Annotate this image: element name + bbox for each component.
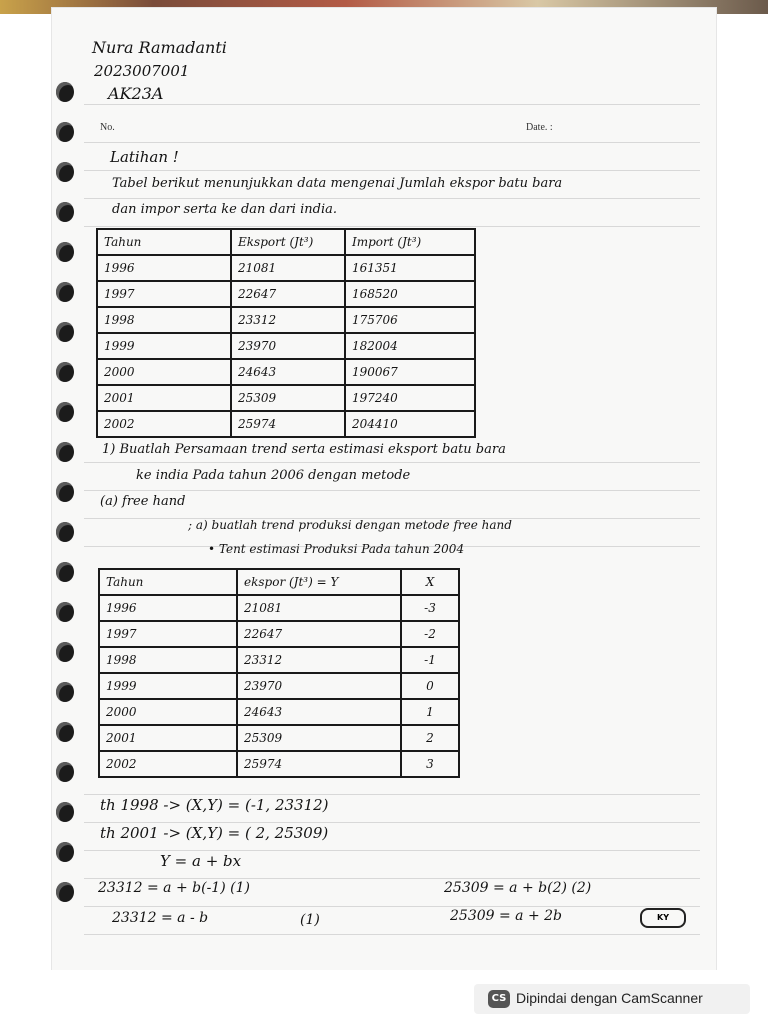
table-cell: 2002: [97, 411, 231, 437]
binding-ring-icon: [56, 562, 74, 582]
table-cell: 197240: [345, 385, 475, 411]
table-cell: -1: [401, 647, 459, 673]
table-cell: 1996: [97, 255, 231, 281]
camscanner-logo-icon: CS: [488, 990, 510, 1008]
table-cell: 25309: [231, 385, 345, 411]
table-cell: 175706: [345, 307, 475, 333]
binding-ring-icon: [56, 282, 74, 302]
binding-ring-icon: [56, 802, 74, 822]
table-header-row: [99, 569, 459, 595]
table-row: [99, 647, 459, 673]
equation-1: 23312 = a + b(-1) (1): [98, 880, 250, 896]
table-cell: 204410: [345, 411, 475, 437]
binding-ring-icon: [56, 522, 74, 542]
table-row: [99, 699, 459, 725]
table-row: [97, 281, 475, 307]
table-cell: 25974: [231, 411, 345, 437]
table-cell: 1997: [97, 281, 231, 307]
table-cell: 1996: [99, 595, 237, 621]
binding-ring-icon: [56, 242, 74, 262]
question-line-4: ; a) buatlah trend produksi dengan metode free hand: [188, 518, 512, 532]
table-cell: 1997: [99, 621, 237, 647]
binding-ring-icon: [56, 202, 74, 222]
binding-ring-icon: [56, 362, 74, 382]
equation-2: 25309 = a + b(2) (2): [444, 880, 592, 896]
table-header-cell: X: [401, 569, 459, 595]
table-cell: 182004: [345, 333, 475, 359]
binding-ring-icon: [56, 82, 74, 102]
intro-line-2: dan impor serta ke dan dari india.: [112, 202, 337, 217]
table-cell: 2000: [97, 359, 231, 385]
table-header-cell: Tahun: [97, 229, 231, 255]
date-label: Date. :: [526, 122, 553, 133]
table-header-cell: Eksport (Jt³): [231, 229, 345, 255]
binding-ring-icon: [56, 402, 74, 422]
table-cell: -2: [401, 621, 459, 647]
table-row: [97, 411, 475, 437]
work-line-3: Y = a + bx: [160, 852, 242, 870]
work-line-2: th 2001 -> (X,Y) = ( 2, 25309): [100, 824, 329, 842]
notebook-brand-badge: KY: [640, 908, 686, 928]
table-cell: 22647: [231, 281, 345, 307]
table-header-row: [97, 229, 475, 255]
binding-ring-icon: [56, 842, 74, 862]
table-cell: 1998: [97, 307, 231, 333]
trend-table: [98, 568, 460, 778]
scanner-watermark-text: Dipindai dengan CamScanner: [516, 990, 703, 1006]
table-cell: 2000: [99, 699, 237, 725]
no-label: No.: [100, 122, 115, 133]
table-cell: 0: [401, 673, 459, 699]
table-cell: 1999: [97, 333, 231, 359]
table-cell: -3: [401, 595, 459, 621]
table-cell: 23312: [237, 647, 401, 673]
table-row: [99, 595, 459, 621]
table-cell: 22647: [237, 621, 401, 647]
table-header-cell: Import (Jt³): [345, 229, 475, 255]
table-header-cell: ekspor (Jt³) = Y: [237, 569, 401, 595]
table-row: [99, 673, 459, 699]
binding-ring-icon: [56, 482, 74, 502]
student-name: Nura Ramadanti: [92, 38, 227, 57]
student-id: 2023007001: [94, 62, 190, 80]
binding-ring-icon: [56, 762, 74, 782]
table-cell: 23312: [231, 307, 345, 333]
binding-ring-icon: [56, 722, 74, 742]
table-cell: 168520: [345, 281, 475, 307]
table-cell: 25974: [237, 751, 401, 777]
equation-1-simplified: 23312 = a - b: [112, 910, 209, 926]
question-line-3: (a) free hand: [100, 494, 186, 509]
export-import-table: [96, 228, 476, 438]
table-cell: 23970: [237, 673, 401, 699]
table-cell: 21081: [237, 595, 401, 621]
question-line-1: 1) Buatlah Persamaan trend serta estimasi eksport batu bara: [102, 442, 506, 457]
table-row: [99, 751, 459, 777]
table-cell: 1999: [99, 673, 237, 699]
table-cell: 3: [401, 751, 459, 777]
intro-line-1: Tabel berikut menunjukkan data mengenai Jumlah ekspor batu bara: [112, 176, 563, 191]
table-header-cell: Tahun: [99, 569, 237, 595]
binding-ring-icon: [56, 682, 74, 702]
question-line-5: • Tent estimasi Produksi Pada tahun 2004: [208, 542, 465, 556]
table-cell: 161351: [345, 255, 475, 281]
exercise-title: Latihan !: [110, 148, 179, 166]
table-row: [99, 725, 459, 751]
table-cell: 2002: [99, 751, 237, 777]
table-row: [97, 255, 475, 281]
equation-1-number: (1): [300, 912, 320, 928]
class-code: AK23A: [108, 84, 164, 103]
table-cell: 2001: [97, 385, 231, 411]
table-cell: 2: [401, 725, 459, 751]
binding-ring-icon: [56, 162, 74, 182]
binding-ring-icon: [56, 322, 74, 342]
table-cell: 2001: [99, 725, 237, 751]
question-line-2: ke india Pada tahun 2006 dengan metode: [136, 468, 411, 483]
table-row: [97, 307, 475, 333]
binding-ring-icon: [56, 442, 74, 462]
binding-ring-icon: [56, 602, 74, 622]
table-cell: 1: [401, 699, 459, 725]
spiral-binding: [52, 60, 78, 960]
table-row: [99, 621, 459, 647]
table-row: [97, 359, 475, 385]
table-cell: 25309: [237, 725, 401, 751]
table-cell: 24643: [231, 359, 345, 385]
table-cell: 24643: [237, 699, 401, 725]
binding-ring-icon: [56, 642, 74, 662]
table-cell: 21081: [231, 255, 345, 281]
table-cell: 23970: [231, 333, 345, 359]
equation-2-simplified: 25309 = a + 2b: [450, 908, 563, 924]
table-cell: 1998: [99, 647, 237, 673]
table-cell: 190067: [345, 359, 475, 385]
table-row: [97, 333, 475, 359]
table-row: [97, 385, 475, 411]
binding-ring-icon: [56, 122, 74, 142]
binding-ring-icon: [56, 882, 74, 902]
work-line-1: th 1998 -> (X,Y) = (-1, 23312): [100, 796, 329, 814]
